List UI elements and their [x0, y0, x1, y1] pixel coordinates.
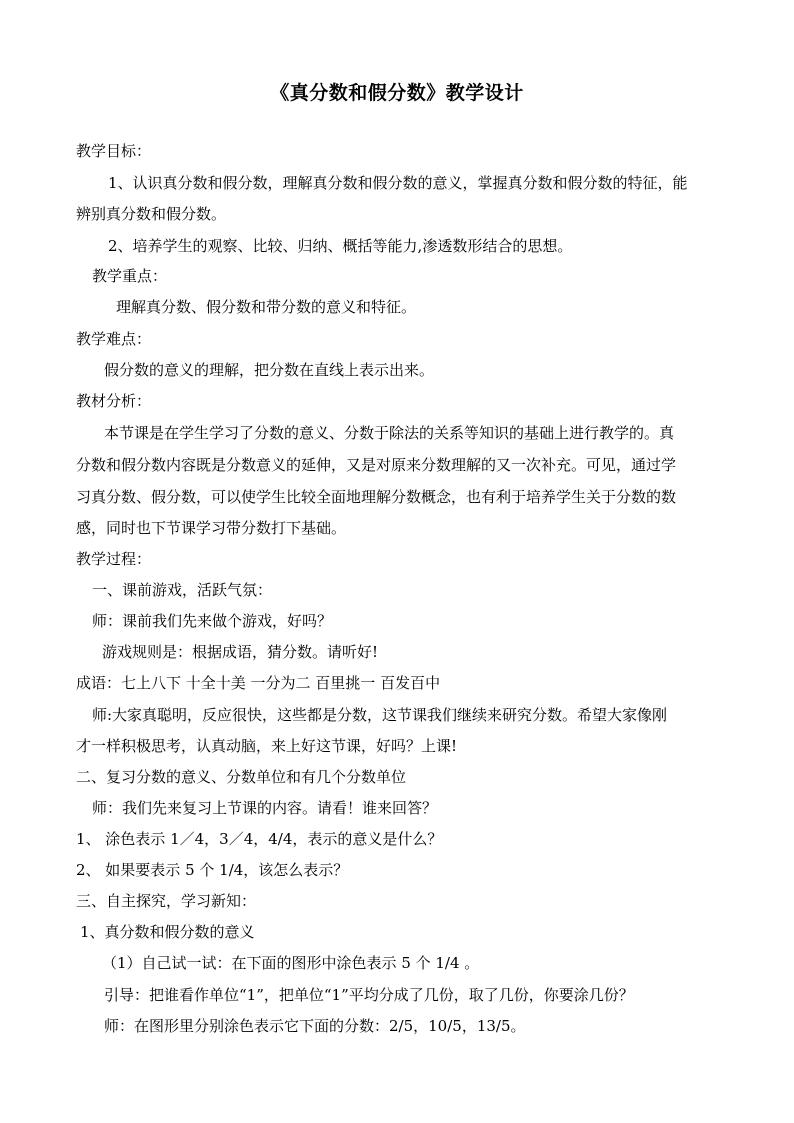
- review-question-2: 2、 如果要表示 5 个 1/4，该怎么表示？: [76, 861, 349, 879]
- goal-1-line-2: 辨别真分数和假分数。: [76, 205, 227, 223]
- idioms-line: 成语：七上八下 十全十美 一分为二 百里挑一 百发百中: [76, 674, 441, 692]
- teacher-line-4: 师：在图形里分别涂色表示它下面的分数：2/5，10/5，13/5。: [104, 1017, 526, 1035]
- guidance-line: 引导：把谁看作单位“1”，把单位“1”平均分成了几份，取了几份，你要涂几份？: [104, 986, 634, 1004]
- analysis-line-1: 本节课是在学生学习了分数的意义、分数于除法的关系等知识的基础上进行教学的。真: [104, 424, 675, 442]
- teacher-line-2-cont: 才一样积极思考，认真动脑，来上好这节课，好吗？上课!: [76, 737, 458, 755]
- teacher-line-2: 师:大家真聪明，反应很快，这些都是分数，这节课我们继续来研究分数。希望大家像刚: [92, 706, 668, 724]
- section-1-heading: 一、课前游戏，活跃气氛：: [92, 581, 273, 599]
- key-points-text: 理解真分数、假分数和带分数的意义和特征。: [116, 298, 417, 316]
- teacher-line-1: 师：课前我们先来做个游戏，好吗？: [92, 612, 333, 630]
- activity-1: （1）自己试一试：在下面的图形中涂色表示 5 个 1/4 。: [102, 954, 480, 972]
- analysis-line-2: 分数和假分数内容既是分数意义的延伸，又是对原来分数理解的又一次补充。可见，通过学: [76, 456, 677, 474]
- heading-teaching-goals: 教学目标：: [76, 142, 152, 160]
- section-2-heading: 二、复习分数的意义、分数单位和有几个分数单位: [76, 768, 407, 786]
- section-3-heading: 三、自主探究，学习新知：: [76, 892, 257, 910]
- goal-2: 2、培养学生的观察、比较、归纳、概括等能力,渗透数形结合的思想。: [108, 237, 573, 255]
- teacher-line-3: 师：我们先来复习上节课的内容。请看！谁来回答？: [92, 799, 438, 817]
- game-rules-line: 游戏规则是：根据成语，猜分数。请听好!: [102, 643, 379, 661]
- heading-material-analysis: 教材分析：: [76, 392, 152, 410]
- heading-difficulties: 教学难点：: [76, 330, 152, 348]
- subsection-1-heading: 1、真分数和假分数的意义: [80, 923, 255, 941]
- goal-1-line-1: 1、认识真分数和假分数，理解真分数和假分数的意义，掌握真分数和假分数的特征，能: [108, 174, 688, 192]
- review-question-1: 1、 涂色表示 1／4，3／4，4/4，表示的意义是什么？: [76, 830, 443, 848]
- heading-key-points: 教学重点：: [92, 267, 168, 285]
- analysis-line-4: 感，同时也下节课学习带分数打下基础。: [76, 519, 347, 537]
- analysis-line-3: 习真分数、假分数，可以使学生比较全面地理解分数概念，也有利于培养学生关于分数的数: [76, 488, 677, 506]
- difficulties-text: 假分数的意义的理解，把分数在直线上表示出来。: [104, 361, 435, 379]
- document-title: 《真分数和假分数》教学设计: [270, 82, 524, 104]
- heading-teaching-process: 教学过程：: [76, 550, 152, 568]
